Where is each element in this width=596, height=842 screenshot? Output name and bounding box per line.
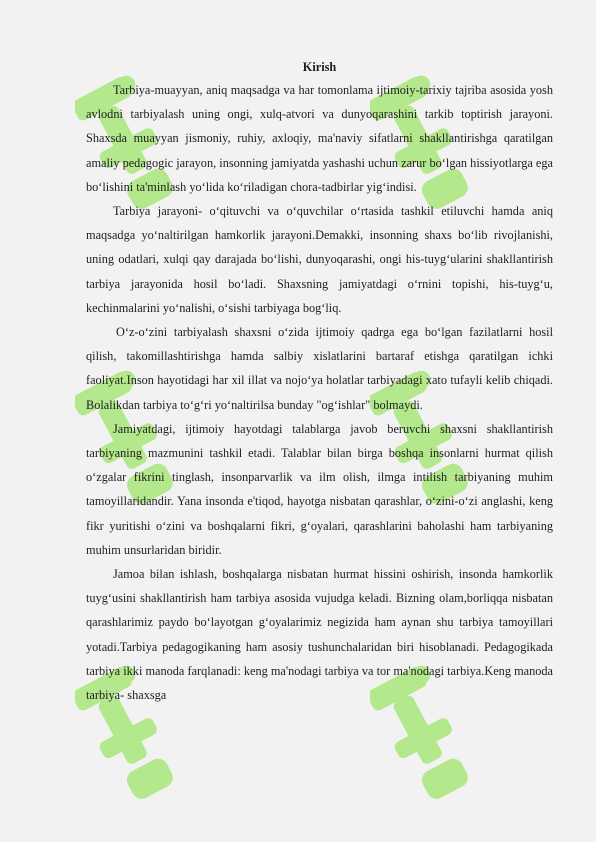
page-title: Kirish: [302, 60, 337, 74]
paragraph-3: O‘z-o‘zini tarbiyalash shaxsni o‘zida ijtimoiy qadrga ega bo‘lgan fazilatlarni hosil qilish, takomillashtirishga hamda salbiy xislatlarini bartaraf etishga qaratilgan ichki faoliyat.Inson hayotidagi har xil illat va nojo‘ya holatlar tarbiyadagi xato tufayli kelib chiqadi. Bolalikdan tarbiya to‘g‘ri yo‘naltirilsa bunday "og‘ishlar" bolmaydi.: [86, 325, 553, 412]
document-body: [86, 56, 553, 707]
paragraph-2: Tarbiya jarayoni- o‘qituvchi va o‘quvchilar o‘rtasida tashkil etiluvchi hamda aniq maqsadga yo‘naltirilgan hamkorlik jarayoni.Demakki, insonning shaxs bo‘lib rivojlanishi, uning odatlari, xulqi qay darajada bo‘lishi, dunyoqarashi, ongi his-tuyg‘ularini shakllantirish tarbiya jarayonida hosil bo‘ladi. Shaxsning jamiyatdagi o‘rnini topishi, his-tuyg‘u, kechinmalarini yo‘nalishi, o‘sishi tarbiyaga bog‘liq.: [86, 204, 553, 315]
paragraph-1: Tarbiya-muayyan, aniq maqsadga va har tomonlama ijtimoiy-tarixiy tajriba asosida yosh avlodni tarbiyalash uning ongi, xulq-atvori va dunyoqarashini tarkib toptirish jarayoni. Shaxsda muayyan jismoniy, ruhiy, axloqiy, ma'naviy sifatlarni shakllantirishga qaratilgan amaliy pedagogic jarayon, insonning jamiyatda yashashi uchun zarur bo‘lgan hissiyotlarga ega bo‘lishini ta'minlash yo‘lida ko‘riladigan chora-tadbirlar yig‘indisi.: [86, 83, 553, 194]
paragraph-5: Jamoa bilan ishlash, boshqalarga nisbatan hurmat hissini oshirish, insonda hamkorlik tuyg‘usini shakllantirish ham tarbiya asosida vujudga keladi. Bizning olam,borliqqa nisbatan qarashlarimiz paydo bo‘layotgan g‘oyalarimiz negizida ham aynan shu tarbiya tamoyillari yotadi.Tarbiya pedagogikaning ham asosiy tushunchalaridan biri hisoblanadi. Pedagogikada tarbiya ikki manoda farqlanadi: keng ma'nodagi tarbiya va tor ma'nodagi tarbiya.Keng manoda tarbiya- shaxsga: [86, 567, 553, 703]
paragraph-4: Jamiyatdagi, ijtimoiy hayotdagi talablarga javob beruvchi shaxsni shakllantirish tarbiyaning mazmunini tashkil etadi. Talablar bilan birga boshqa insonlarni hurmat qilish o‘zgalar fikrini tinglash, insonparvarlik va ilm olish, ilmga intilish tarbiyaning muhim tamoyillaridandir. Yana insonda e'tiqod, hayotga nisbatan qarashlar, o‘zini-o‘zi anglashi, keng fikr yuritishi o‘zini va boshqalarni fikri, g‘oyalari, qarashlarini baholashi ham tarbiyaning muhim unsurlaridan biridir.: [86, 421, 553, 557]
